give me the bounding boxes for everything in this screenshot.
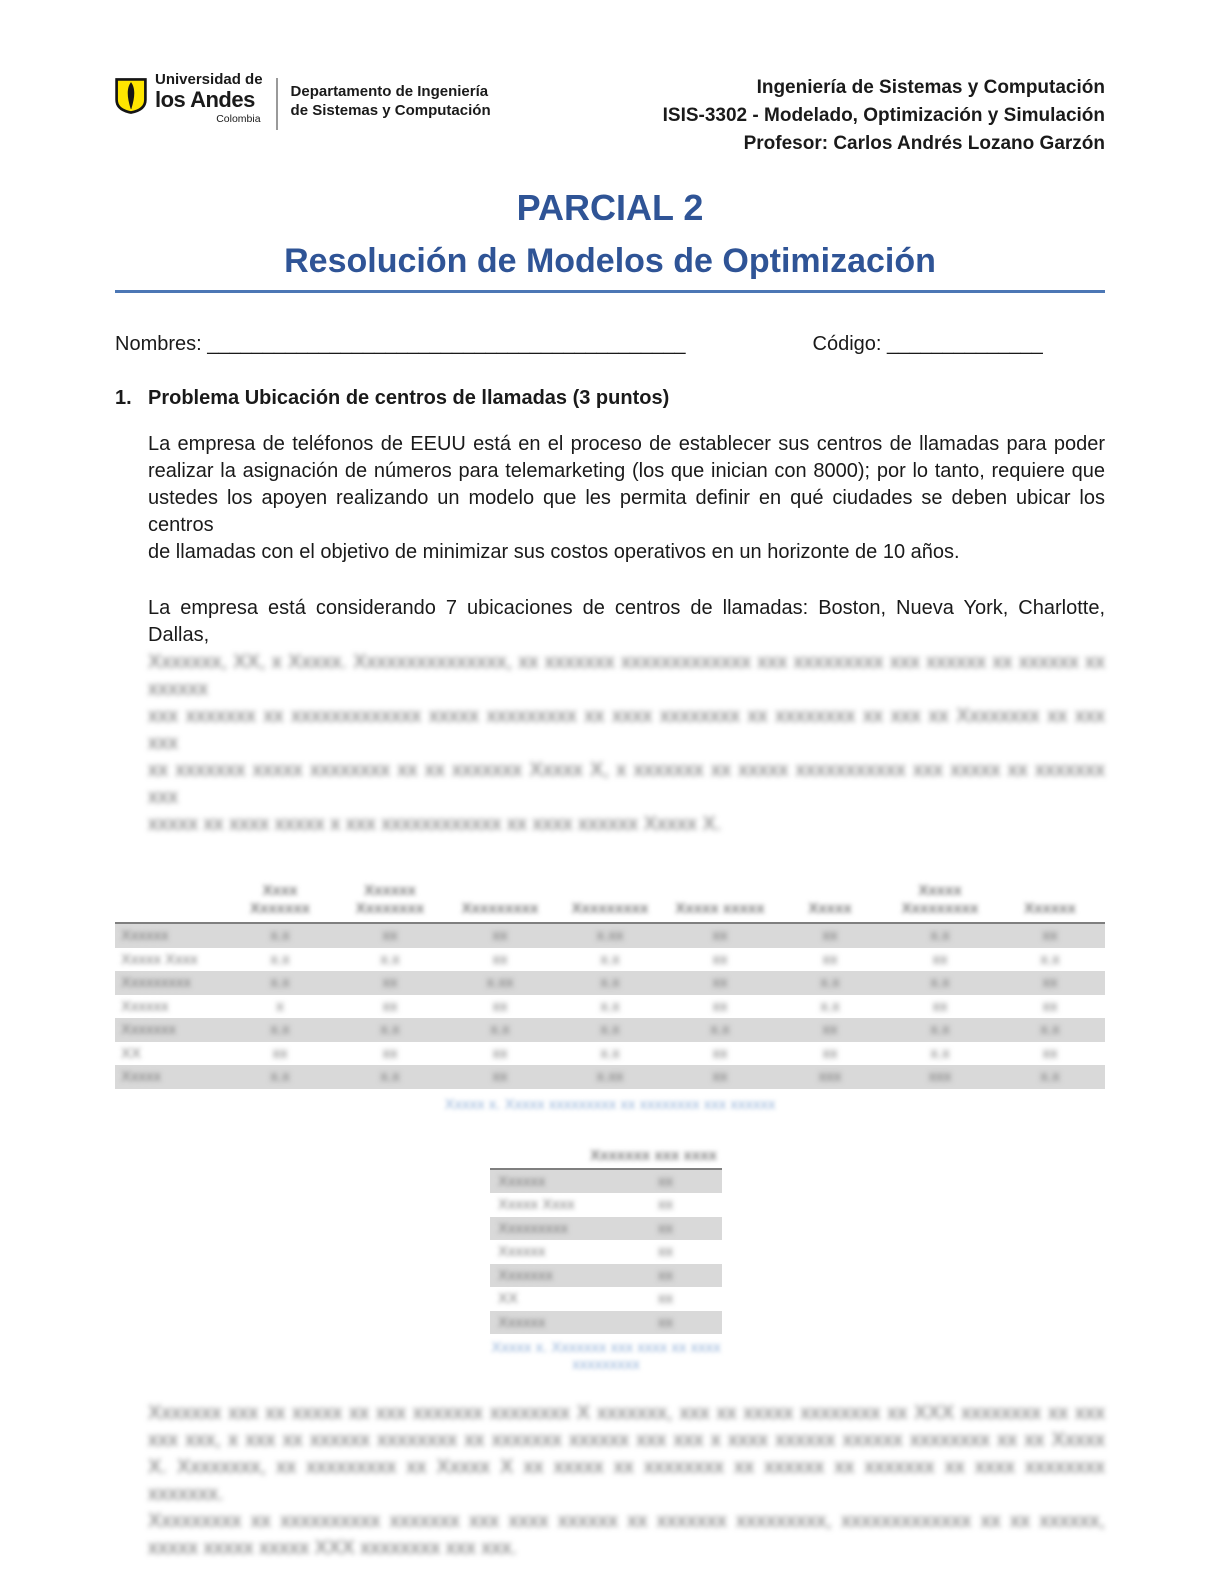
- blurred-line: X. Xxxxxxxx, xx xxxxxxxxx xx Xxxxx X xx xxxxx xx xxxxxxxx xx xxxxxx xx xxxxxxx xx xxxx xxxxxxxx xxxxxxx.: [148, 1456, 1105, 1505]
- table-cell: xx: [932, 997, 948, 1015]
- table-cell: x.x: [270, 927, 290, 945]
- table-cell: x.xx: [596, 1068, 624, 1086]
- table1-column-header: Xxxxxx: [1024, 900, 1076, 917]
- table-cell: xx: [712, 950, 728, 968]
- table-row: [115, 1042, 1105, 1066]
- table-cell: xx: [658, 1172, 673, 1190]
- regions-cost-table: [115, 882, 1105, 1089]
- paragraph-1-line: de llamadas con el objetivo de minimizar sus costos operativos en un horizonte de 10 años.: [148, 541, 960, 563]
- row-label: Xxxxx Xxxx: [121, 950, 198, 968]
- table2-caption: Xxxxx x. Xxxxxxx xxx xxxx xx xxxx xxxxxxxxx: [491, 1339, 721, 1373]
- blurred-line: Xxxxxxx xxx xx xxxxx xx xxx xxxxxxx xxxxxxxx X xxxxxxx, xxx xx xxxxx xxxxxxxx xx XXX xxxxxxxx xx xxx: [148, 1402, 1105, 1424]
- paragraph-1-line: realizar la asignación de números para telemarketing (los que inician con 8000); por lo tanto, requiere que: [148, 460, 1105, 482]
- row-label: XX: [121, 1044, 142, 1062]
- table-cell: xx: [492, 1068, 508, 1086]
- table-cell: xx: [712, 1068, 728, 1086]
- codigo-blank-line: ______________: [887, 333, 1043, 355]
- table-cell: x.x: [380, 1068, 400, 1086]
- university-logo: [115, 72, 491, 130]
- regions-cost-table-header: [115, 882, 1105, 922]
- problem-paragraph-2: [148, 595, 1105, 838]
- table-cell: x.x: [1040, 950, 1060, 968]
- department-line2: de Sistemas y Computación: [290, 102, 491, 119]
- table-cell: xx: [382, 997, 398, 1015]
- paragraph-1-line: La empresa de teléfonos de EEUU está en el proceso de establecer sus centros de llamadas para poder: [148, 433, 1105, 455]
- blurred-line: xxxxx xxxxx xxxxx XXX xxxxxxxx xxx xxx.: [148, 1537, 517, 1559]
- table1-column-header: Xxxxxx Xxxxxxxx: [355, 882, 425, 917]
- row-label: Xxxxxx: [121, 927, 169, 945]
- row-label: XX: [498, 1290, 519, 1308]
- row-label: Xxxxxxx: [121, 1021, 177, 1039]
- table-cell: x.x: [270, 1021, 290, 1039]
- course-faculty: Ingeniería de Sistemas y Computación: [756, 77, 1105, 98]
- blurred-line: xxxxx xx xxxx xxxxx x xxx xxxxxxxxxxxx xx xxxx xxxxxx Xxxxx X.: [148, 813, 722, 835]
- table-cell: x.x: [820, 974, 840, 992]
- table-cell: x.xx: [596, 927, 624, 945]
- table-cell: xx: [658, 1266, 673, 1284]
- paragraph-1-line: ustedes los apoyen realizando un modelo que les permita definir en qué ciudades se deben ubicar los centros: [148, 487, 1105, 536]
- row-label: Xxxxxxxxx: [121, 974, 192, 992]
- problem-heading: [115, 387, 1105, 410]
- table-row: [490, 1264, 722, 1288]
- table-cell: xx: [1042, 997, 1058, 1015]
- table1-column-header: Xxxxx Xxxxxxxxx: [901, 882, 979, 917]
- blurred-line: Xxxxxxx, XX, x Xxxxx. Xxxxxxxxxxxxxxx, xx xxxxxxx xxxxxxxxxxxxx xxx xxxxxxxxx xxx xxxxxx xx xxxxxx xx xxxxxx: [148, 651, 1105, 700]
- row-label: Xxxxxx: [498, 1243, 546, 1261]
- table-cell: x: [276, 997, 284, 1015]
- logo-divider: [276, 78, 278, 130]
- row-label: Xxxxx Xxxx: [498, 1196, 575, 1214]
- table-cell: x.xx: [486, 974, 514, 992]
- table-cell: xx: [272, 1044, 288, 1062]
- table-cell: x.x: [710, 1021, 730, 1039]
- table-cell: x.x: [490, 1021, 510, 1039]
- codigo-field: [813, 333, 1043, 356]
- table-cell: xx: [712, 927, 728, 945]
- page-header: [115, 72, 1105, 158]
- table-row: [490, 1240, 722, 1264]
- table1-column-header: Xxxxx: [808, 900, 852, 917]
- table-cell: x.x: [930, 1044, 950, 1062]
- table-cell: xx: [1042, 1044, 1058, 1062]
- table-row: [490, 1170, 722, 1194]
- exam-title: PARCIAL 2: [516, 187, 704, 228]
- table-cell: x.x: [600, 1021, 620, 1039]
- table-cell: x.x: [600, 974, 620, 992]
- row-label: Xxxxxxx: [498, 1266, 554, 1284]
- university-name-line1: Universidad de: [155, 71, 263, 88]
- title-rule: [115, 290, 1105, 293]
- table1-caption: Xxxxx x. Xxxxx xxxxxxxxx xx xxxxxxxx xxx xxxxxx: [444, 1095, 776, 1113]
- codigo-label: Código:: [812, 333, 888, 355]
- table-cell: xx: [492, 997, 508, 1015]
- table-cell: xx: [932, 950, 948, 968]
- blurred-line: Xxxxxxxxx xx xxxxxxxxxx xxxxxxx xxx xxxx xxxxxx xx xxxxxxx xxxxxxxxx, xxxxxxxxxxxxx xx xx xxxxxx,: [148, 1510, 1105, 1532]
- university-name-line2: los Andes: [155, 87, 255, 112]
- table-cell: x.x: [380, 950, 400, 968]
- table-cell: xx: [1042, 974, 1058, 992]
- table-cell: xx: [492, 950, 508, 968]
- row-label: Xxxxxx: [498, 1313, 546, 1331]
- table-cell: xx: [382, 927, 398, 945]
- table1-column-header: Xxxxx xxxxx: [675, 900, 765, 917]
- table-cell: x.x: [930, 974, 950, 992]
- table-cell: xx: [658, 1290, 673, 1308]
- table-cell: xx: [382, 1044, 398, 1062]
- table-row: [115, 971, 1105, 995]
- table-row: [115, 1018, 1105, 1042]
- paragraph-2-line1: La empresa está considerando 7 ubicaciones de centros de llamadas: Boston, Nueva York, Charlotte, Dallas,: [148, 597, 1105, 646]
- table-cell: xx: [822, 1044, 838, 1062]
- table-cell: x.x: [270, 974, 290, 992]
- table-row: [115, 995, 1105, 1019]
- table-row: [490, 1311, 722, 1335]
- table-row: [490, 1193, 722, 1217]
- table-cell: xx: [658, 1196, 673, 1214]
- table-cell: x.x: [930, 1021, 950, 1039]
- table-cell: x.x: [930, 927, 950, 945]
- exam-subtitle: Resolución de Modelos de Optimización: [284, 242, 936, 280]
- city-wage-table-header: Xxxxxxx xxx xxxx: [590, 1146, 717, 1164]
- table1-column-header: Xxxxxxxxx: [571, 900, 649, 917]
- table-cell: xx: [492, 927, 508, 945]
- row-label: Xxxxxx: [121, 997, 169, 1015]
- table-cell: x.x: [600, 1044, 620, 1062]
- department-line1: Departamento de Ingeniería: [290, 83, 489, 100]
- course-code-name: ISIS-3302 - Modelado, Optimización y Simulación: [662, 105, 1105, 126]
- table-cell: x.x: [270, 1068, 290, 1086]
- course-professor: Profesor: Carlos Andrés Lozano Garzón: [743, 133, 1105, 154]
- table-cell: x.x: [1040, 1021, 1060, 1039]
- city-wage-table: [490, 1147, 722, 1374]
- table-cell: x.x: [600, 997, 620, 1015]
- problem-paragraph-1: [148, 431, 1105, 566]
- table-cell: xx: [658, 1219, 673, 1237]
- table-cell: xx: [712, 974, 728, 992]
- row-label: Xxxxxx: [498, 1172, 546, 1190]
- table-cell: xx: [822, 927, 838, 945]
- table-cell: xx: [1042, 927, 1058, 945]
- table-cell: xx: [822, 1021, 838, 1039]
- university-name: [155, 72, 263, 125]
- university-country: Colombia: [216, 113, 261, 125]
- table-cell: xx: [712, 997, 728, 1015]
- table-cell: xxx: [928, 1068, 952, 1086]
- problem-title: Problema Ubicación de centros de llamadas (3 puntos): [148, 387, 670, 409]
- table-cell: xx: [712, 1044, 728, 1062]
- paragraph-2-blurred-lines: [148, 649, 1105, 838]
- department-name: [291, 82, 491, 120]
- table-cell: x.x: [270, 950, 290, 968]
- city-wage-table-body: [490, 1170, 722, 1335]
- problem-paragraph-3-blurred: [148, 1400, 1105, 1562]
- table-cell: x.x: [600, 950, 620, 968]
- row-label: Xxxxx: [121, 1068, 162, 1086]
- table-cell: x.x: [820, 997, 840, 1015]
- blurred-line: xxx xxxxxxx xx xxxxxxxxxxxxx xxxxx xxxxxxxxx xx xxxx xxxxxxxx xx xxxxxxxx xx xxx xx Xxxxxxxx xx xxx xxx: [148, 705, 1105, 754]
- table1-column-header: Xxxx Xxxxxxx: [249, 882, 311, 917]
- nombres-blank-line: ___________________________________________: [207, 333, 686, 355]
- table-cell: xxx: [818, 1068, 842, 1086]
- table-cell: xx: [822, 950, 838, 968]
- table-row: [115, 1065, 1105, 1089]
- table-cell: xx: [382, 974, 398, 992]
- table-cell: xx: [492, 1044, 508, 1062]
- regions-cost-table-body: [115, 924, 1105, 1089]
- table-row: [490, 1287, 722, 1311]
- table-row: [115, 924, 1105, 948]
- university-shield-icon: [115, 78, 147, 114]
- table-cell: x.x: [380, 1021, 400, 1039]
- nombres-field: [115, 333, 686, 356]
- row-label: Xxxxxxxxx: [498, 1219, 569, 1237]
- blurred-line: xx xxxxxxx xxxxx xxxxxxxx xx xx xxxxxxx Xxxxx X, x xxxxxxx xx xxxxx xxxxxxxxxxx xxx xxxxx xx xxxxxxx xxx: [148, 759, 1105, 808]
- student-fields: [115, 333, 1105, 356]
- table-cell: x.x: [1040, 1068, 1060, 1086]
- nombres-label: Nombres:: [115, 333, 208, 355]
- problem-number: 1.: [115, 387, 132, 409]
- course-info: [663, 74, 1105, 158]
- table-cell: xx: [658, 1243, 673, 1261]
- table-cell: xx: [658, 1313, 673, 1331]
- blurred-line: xxx xxx, x xxx xx xxxxxx xxxxxxxx xx xxxxxxx xxxxxx xxx xxx x xxxx xxxxxx xxxxxx xxxxxxxx xx xx Xxxxx: [148, 1429, 1105, 1451]
- table-row: [115, 948, 1105, 972]
- table-row: [490, 1217, 722, 1241]
- table1-column-header: Xxxxxxxxx: [461, 900, 539, 917]
